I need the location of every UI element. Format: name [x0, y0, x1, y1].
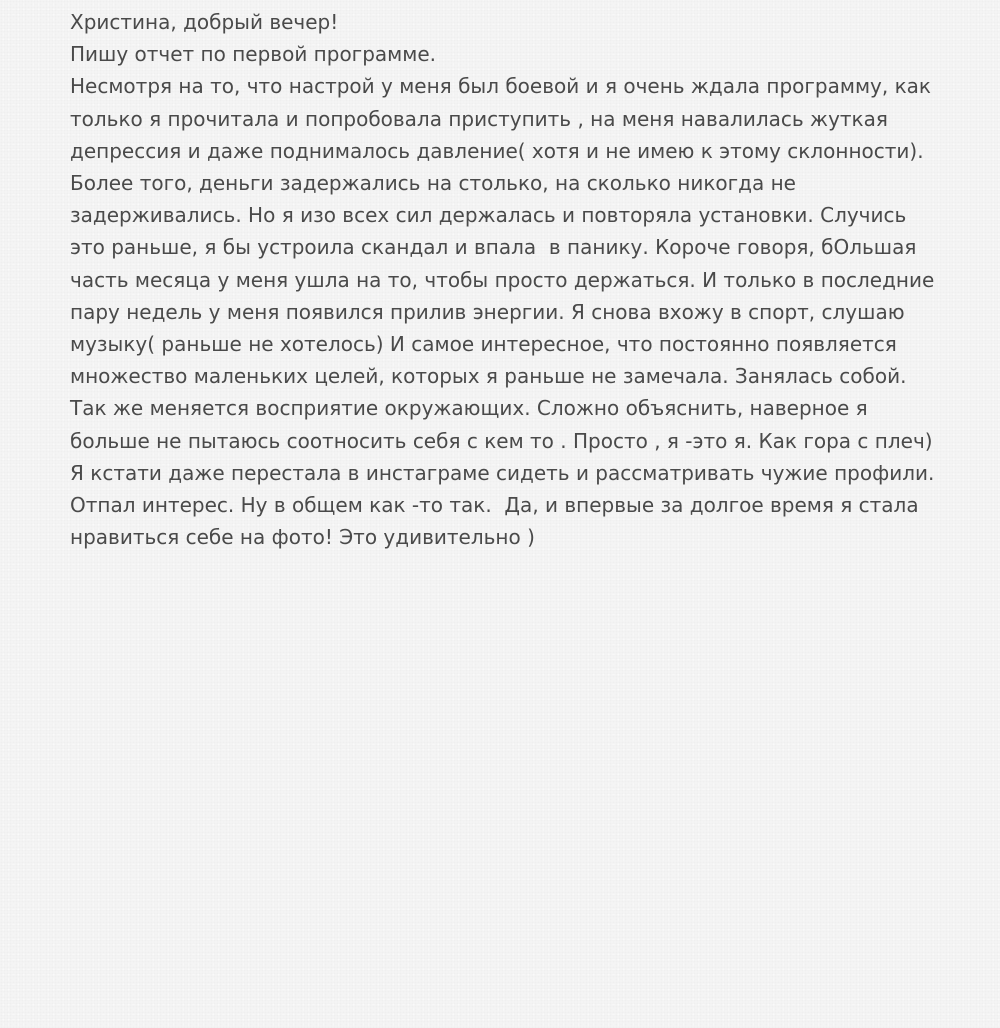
note-line: Несмотря на то, что настрой у меня был боевой и я очень ждала программу, как [70, 74, 932, 99]
note-line: Отпал интерес. Ну в общем как -то так. Да, и впервые за долгое время я стала [70, 493, 919, 518]
note-line: задерживались. Но я изо всех сил держалась и повторяла установки. Случись [70, 203, 907, 228]
note-line: больше не пытаюсь соотносить себя с кем то . Просто , я -это я. Как гора с плеч) [70, 428, 933, 453]
note-line: Я кстати даже перестала в инстаграме сидеть и рассматривать чужие профили. [70, 460, 935, 485]
note-line: часть месяца у меня ушла на то, чтобы просто держаться. И только в последние [70, 267, 935, 292]
note-line: Более того, деньги задержались на столько, на сколько никогда не [70, 171, 796, 196]
note-line: музыку( раньше не хотелось) И самое интересное, что постоянно появляется [70, 332, 897, 357]
note-text-body [70, 6, 990, 553]
note-line: Так же меняется восприятие окружающих. Сложно объяснить, наверное я [70, 396, 868, 421]
note-line: это раньше, я бы устроила скандал и впала в панику. Короче говоря, бОльшая [70, 235, 917, 260]
note-line: депрессия и даже поднималось давление( хотя и не имею к этому склонности). [70, 138, 924, 163]
note-line: пару недель у меня появился прилив энергии. Я снова вхожу в спорт, слушаю [70, 299, 905, 324]
note-line: Христина, добрый вечер! [70, 10, 339, 34]
note-line: Пишу отчет по первой программе. [70, 42, 436, 67]
note-line: нравиться себе на фото! Это удивительно ) [70, 525, 535, 550]
note-line: множество маленьких целей, которых я раньше не замечала. Занялась собой. [70, 364, 907, 389]
note-line: только я прочитала и попробовала приступить , на меня навалилась жуткая [70, 106, 888, 131]
